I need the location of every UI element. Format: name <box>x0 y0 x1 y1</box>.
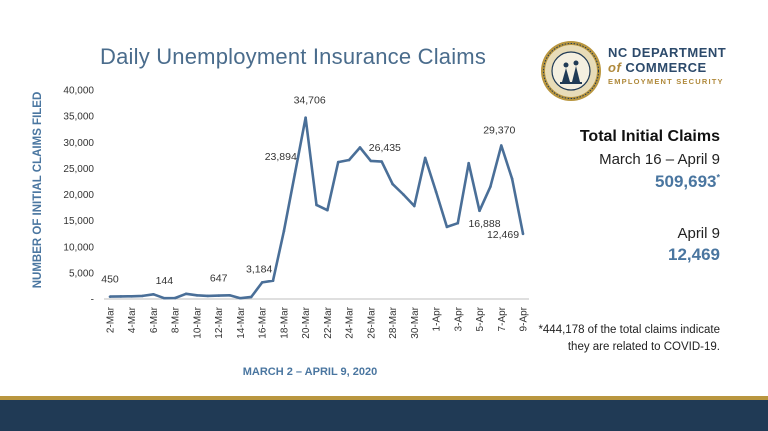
data-point <box>380 160 383 163</box>
x-tick-label: 30-Mar <box>409 307 421 339</box>
data-point <box>370 160 373 163</box>
total-claims-value <box>655 172 720 192</box>
data-point <box>446 226 449 229</box>
data-point <box>293 173 296 176</box>
data-point <box>435 191 438 194</box>
total-claims-number: 509,693 <box>655 172 717 191</box>
data-label: 450 <box>101 273 119 286</box>
x-tick-label: 9-Apr <box>518 307 530 332</box>
x-tick-label: 1-Apr <box>431 307 443 332</box>
total-claims-range: March 16 – April 9 <box>599 151 720 168</box>
data-point <box>185 292 188 295</box>
data-point <box>261 281 264 284</box>
x-tick-label: 10-Mar <box>192 307 204 339</box>
data-point <box>500 144 503 147</box>
data-label: 144 <box>155 275 174 288</box>
series-line <box>110 118 523 299</box>
x-tick-label: 16-Mar <box>257 307 269 339</box>
data-point <box>130 295 133 298</box>
x-tick-label: 7-Apr <box>496 307 508 332</box>
y-tick-label: 20,000 <box>63 190 94 201</box>
data-label: 26,435 <box>368 141 401 154</box>
data-point <box>402 193 405 196</box>
x-tick-label: 8-Mar <box>170 307 182 334</box>
x-ticks <box>106 306 530 338</box>
y-axis-label-group <box>32 92 44 289</box>
x-tick-label: 22-Mar <box>322 307 334 339</box>
data-labels <box>101 95 519 288</box>
data-label: 34,706 <box>293 94 326 107</box>
x-tick-label: 4-Mar <box>127 307 139 334</box>
y-tick-label: 40,000 <box>63 85 94 97</box>
x-tick-label: 14-Mar <box>235 307 247 339</box>
data-label: 23,894 <box>264 151 297 164</box>
y-tick-label: 30,000 <box>63 137 94 149</box>
data-point <box>239 297 242 300</box>
x-axis-label: MARCH 2 – APRIL 9, 2020 <box>242 366 378 378</box>
data-point <box>174 297 177 300</box>
data-point <box>250 296 253 299</box>
data-point <box>120 295 123 298</box>
data-point <box>467 162 470 165</box>
x-tick-label: 3-Apr <box>453 307 465 332</box>
x-tick-label: 24-Mar <box>344 307 356 339</box>
x-tick-label: 18-Mar <box>279 307 291 339</box>
x-tick-label: 2-Mar <box>105 307 117 334</box>
y-tick-label: 10,000 <box>63 242 94 254</box>
data-label: 647 <box>209 272 228 285</box>
org-commerce: COMMERCE <box>625 60 707 75</box>
data-label: 3,184 <box>246 263 273 276</box>
chart-title: Daily Unemployment Insurance Claims <box>100 44 487 69</box>
data-point <box>109 295 112 298</box>
latest-day-value: 12,469 <box>668 245 720 264</box>
y-axis-label: NUMBER OF INITIAL CLAIMS FILED <box>32 91 44 289</box>
latest-day-label: April 9 <box>677 225 720 242</box>
data-point <box>326 209 329 212</box>
footer-navy-bar <box>0 400 768 431</box>
data-point <box>163 297 166 300</box>
total-claims-marker: * <box>716 172 720 183</box>
data-point <box>141 295 144 298</box>
covid-footnote: *444,178 of the total claims indicate they are related to COVID-19. <box>538 324 720 353</box>
data-point <box>315 204 318 207</box>
org-line-department: NC DEPARTMENT <box>608 45 727 60</box>
x-tick-label: 20-Mar <box>301 307 313 339</box>
x-tick-label: 5-Apr <box>475 307 487 332</box>
data-point <box>207 295 210 298</box>
x-tick-label: 12-Mar <box>214 307 226 339</box>
data-point <box>272 279 275 282</box>
data-point <box>152 293 155 296</box>
y-tick-label: 25,000 <box>63 163 94 175</box>
x-tick-label: 26-Mar <box>366 307 378 339</box>
total-claims-heading: Total Initial Claims <box>579 128 720 145</box>
data-label: 12,469 <box>486 228 520 241</box>
data-point <box>304 116 307 119</box>
y-tick-label: 15,000 <box>63 216 94 228</box>
data-label: 16,888 <box>468 217 501 230</box>
data-point <box>456 222 459 225</box>
data-point <box>413 205 416 208</box>
y-ticks <box>63 86 94 306</box>
data-point <box>511 178 514 181</box>
data-point <box>196 294 199 297</box>
y-tick-label: - <box>90 294 94 306</box>
data-point <box>348 159 351 162</box>
data-point <box>489 185 492 188</box>
data-point <box>478 209 481 212</box>
data-point <box>283 230 286 233</box>
data-point <box>228 294 231 297</box>
data-point <box>391 183 394 186</box>
y-tick-label: 5,000 <box>68 268 94 280</box>
x-tick-label: 28-Mar <box>388 307 400 339</box>
data-point <box>522 233 525 236</box>
x-tick-label: 6-Mar <box>148 307 160 334</box>
data-point <box>424 157 427 160</box>
data-point <box>217 294 220 297</box>
org-of: of <box>608 60 622 75</box>
data-point <box>359 146 362 149</box>
org-line-employment-security: EMPLOYMENT SECURITY <box>608 77 724 86</box>
data-point <box>337 161 340 164</box>
y-tick-label: 35,000 <box>63 111 94 123</box>
data-label: 29,370 <box>483 124 516 137</box>
data-points <box>109 116 525 299</box>
